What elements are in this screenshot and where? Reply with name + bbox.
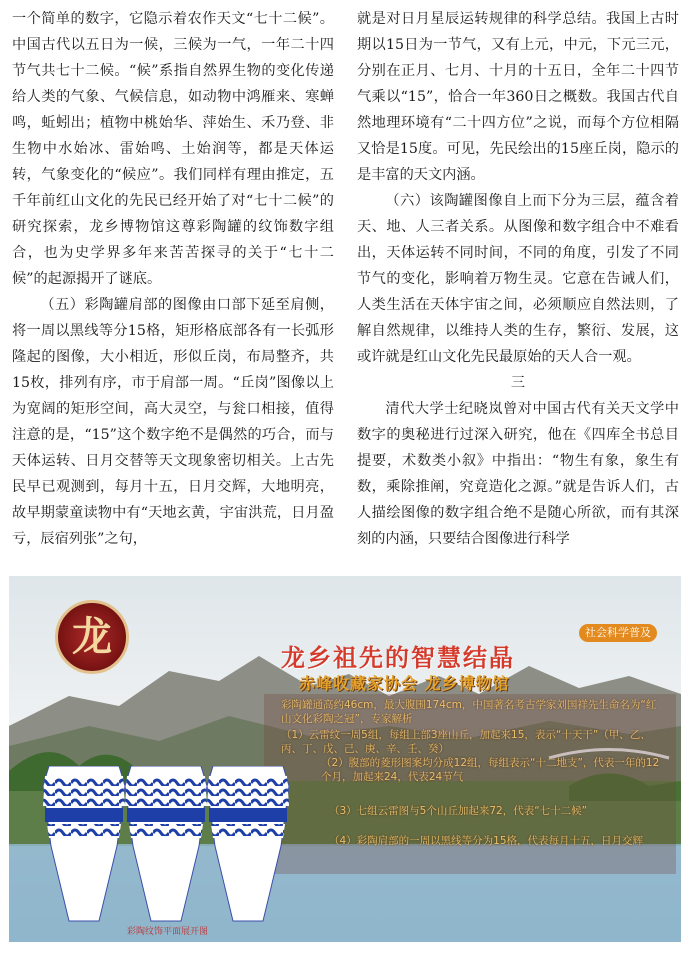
- poster-image: [9, 576, 681, 942]
- dragon-seal-badge: 龙: [55, 600, 129, 674]
- poster-subtitle: 赤峰收藏家协会 龙乡博物馆: [299, 674, 510, 693]
- category-tag: 社会科学普及: [579, 624, 657, 642]
- jar-1: [43, 766, 125, 921]
- paragraph: （五）彩陶罐肩部的图像由口部下延至肩侧，将一周以黑线等分15格，矩形格底部各有一长弧形隆起的图像，大小相近，形似丘岗，布局整齐，共15枚，排列有序，市于肩部一周。“丘岗”图像以上为宽阔的矩形空间，高大灵空，与瓮口相接，值得注意的是，“15”这个数字绝不是偶然的巧合，而与天体运转、日月交替等天文现象密切相关。上古先民早已观测到，每月十五，日月交辉，大地明亮，故早期蒙童读物中有“天地玄黄，宇宙洪荒，日月盈亏，辰宿列张”之句，: [12, 297, 334, 547]
- jar-3: [207, 766, 289, 921]
- poster-note: （3）七组云雷图与5个山丘加起来72，代表“七十二候”: [329, 805, 588, 817]
- jar-caption: 彩陶纹饰平面展开图: [127, 927, 209, 937]
- paragraph: 就是对日月星辰运转规律的科学总结。我国上古时期以15日为一节气，又有上元，中元，下元三元，分别在正月、七月、十月的十五日，全年二十四节气乘以“15”，恰合一年360日之概数。我国古代自然地理环境有“二十四方位”之说，而每个方位相隔又恰是15度。可见，先民绘出的15座丘岗，隐示的是丰富的天文内涵。: [357, 11, 679, 183]
- poster-note: 彩陶罐通高约46cm，最大腹围174cm，中国著名考古学家刘国祥先生命名为“红山文化彩陶之冠”，专家解析: [281, 699, 657, 725]
- left-text-column: [12, 6, 334, 552]
- paragraph: 清代大学士纪晓岚曾对中国古代有关天文学中数字的奥秘进行过深入研究，他在《四库全书总目提要，术数类小叙》中指出：“物生有象，象生有数，乘除推阐，究竟造化之源。”就是告诉人们，古人描绘图像的数字组合绝不是随心所欲，而有其深刻的内涵，只要结合图像进行科学: [357, 401, 679, 547]
- poster-note: （2）腹部的菱形图案均分成12组，每组表示“十二地支”，代表一年的12个月，加起来24，代表24节气: [321, 757, 660, 783]
- poster-note: （1）云雷纹一周5组，每组上部3座山丘，加起来15，表示“十天干”（甲、乙、丙、丁、戊、己、庚、辛、壬、癸）: [281, 729, 651, 755]
- paragraph: 一个简单的数字，它隐示着农作天文“七十二候”。中国古代以五日为一候，三候为一气，一年二十四节气共七十二候。“候”系指自然界生物的变化传递给人类的气象、气候信息，如动物中鸿雁来、寒蝉鸣，蚯蚓出；植物中桃始华、萍始生、禾乃登、非生物中水始冰、雷始鸣、土始润等，都是天体运转，气象变化的“候应”。我们同样有理由推定，五千年前红山文化的先民已经开始了对“七十二候”的研究探索，龙乡博物馆这尊彩陶罐的纹饰数字组合，也为史学界多年来苦苦探寻的关于“七十二候”的起源揭开了谜底。: [12, 11, 334, 287]
- right-text-column: [357, 6, 679, 552]
- section-heading: 三: [510, 375, 526, 391]
- paragraph: （六）该陶罐图像自上而下分为三层，蕴含着天、地、人三者关系。从图像和数字组合中不难看出，天体运转不同时间，不同的角度，引发了不同节气的变化，影响着万物生灵。它意在告诫人们，人类生活在天体宇宙之间，必须顺应自然法则，了解自然规律，以维持人类的生存，繁衍、发展，这或许就是红山文化先民最原始的天人合一观。: [357, 193, 679, 365]
- pottery-jar-illustration: [39, 766, 289, 926]
- poster-note: （4）彩陶肩部的一周以黑线等分为15格，代表每月十五，日月交辉: [329, 835, 644, 847]
- jar-2: [125, 766, 207, 921]
- poster-title: 龙乡祖先的智慧结晶: [281, 644, 515, 672]
